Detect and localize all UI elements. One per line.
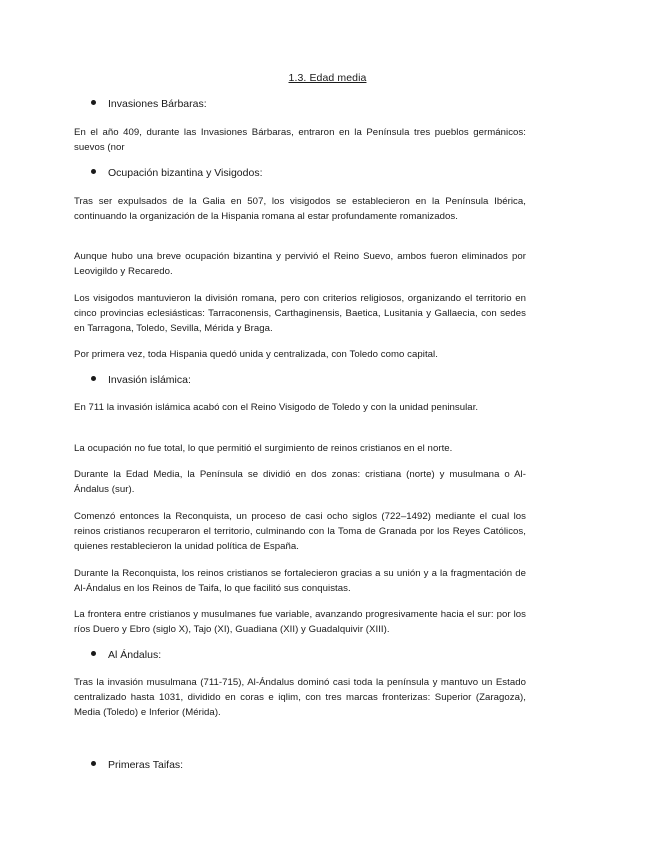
heading-text: Primeras Taifas:: [108, 759, 184, 771]
bullet-dot-icon: [91, 376, 96, 381]
paragraph: Durante la Reconquista, los reinos cristianos se fortalecieron gracias a su unión y a la fragmentación de Al-Ándalus en los Reinos de Taifa, lo que facilitó sus conquistas.: [74, 568, 526, 595]
heading-text: Invasiones Bárbaras:: [108, 98, 207, 110]
bullet-heading-invasion-islamica: [91, 373, 191, 387]
bullet-heading-primeras-taifas: [91, 758, 183, 772]
paragraph: Por primera vez, toda Hispania quedó unida y centralizada, con Toledo como capital.: [74, 349, 438, 360]
paragraph: Tras ser expulsados de la Galia en 507, los visigodos se establecieron en la Península Ibérica, continuando la organización de la Hispania romana al estar profundamente romanizados.: [74, 196, 526, 223]
bullet-heading-ocupacion-bizantina: [91, 166, 263, 180]
heading-text: Invasión islámica:: [108, 374, 191, 386]
paragraph: En 711 la invasión islámica acabó con el Reino Visigodo de Toledo y con la unidad peninsular.: [74, 402, 479, 413]
bullet-dot-icon: [91, 100, 96, 105]
bullet-dot-icon: [91, 651, 96, 656]
paragraph: Aunque hubo una breve ocupación bizantina y pervivió el Reino Suevo, ambos fueron eliminados por Leovigildo y Recaredo.: [74, 251, 526, 278]
heading-text: Al Ándalus:: [108, 649, 162, 661]
bullet-dot-icon: [91, 761, 96, 766]
bullet-heading-invasiones-barbaras: [91, 97, 207, 111]
paragraph: Los visigodos mantuvieron la división romana, pero con criterios religiosos, organizando el territorio en cinco provincias eclesiásticas: Tarraconensis, Carthaginensis, Baetica, Lusitania y Gallaecia, con sedes en Tarragona, Toledo, Sevilla, Mérida y Braga.: [74, 293, 526, 335]
paragraph: Tras la invasión musulmana (711-715), Al-Ándalus dominó casi toda la península y mantuvo un Estado centralizado hasta 1031, dividido en coras e iqlim, con tres marcas fronterizas: Superior (Zaragoza), Media (Toledo) e Inferior (Mérida).: [74, 677, 526, 719]
paragraph: La frontera entre cristianos y musulmanes fue variable, avanzando progresivamente hacia el sur: por los ríos Duero y Ebro (siglo X), Tajo (XI), Guadiana (XII) y Guadalquivir (XIII).: [74, 609, 526, 636]
page-title: 1.3. Edad media: [288, 72, 367, 84]
bullet-heading-al-andalus: [91, 648, 161, 662]
paragraph: Durante la Edad Media, la Península se dividió en dos zonas: cristiana (norte) y musulmana o Al-Ándalus (sur).: [74, 469, 526, 496]
paragraph: Comenzó entonces la Reconquista, un proceso de casi ocho siglos (722–1492) mediante el cual los reinos cristianos recuperaron el territorio, culminando con la Toma de Granada por los Reyes Católicos, quienes restablecieron la unidad política de España.: [74, 511, 526, 553]
bullet-dot-icon: [91, 169, 96, 174]
paragraph: La ocupación no fue total, lo que permitió el surgimiento de reinos cristianos en el norte.: [74, 443, 453, 454]
heading-text: Ocupación bizantina y Visigodos:: [108, 167, 263, 179]
paragraph: En el año 409, durante las Invasiones Bárbaras, entraron en la Península tres pueblos germánicos: suevos (nor: [74, 127, 526, 154]
